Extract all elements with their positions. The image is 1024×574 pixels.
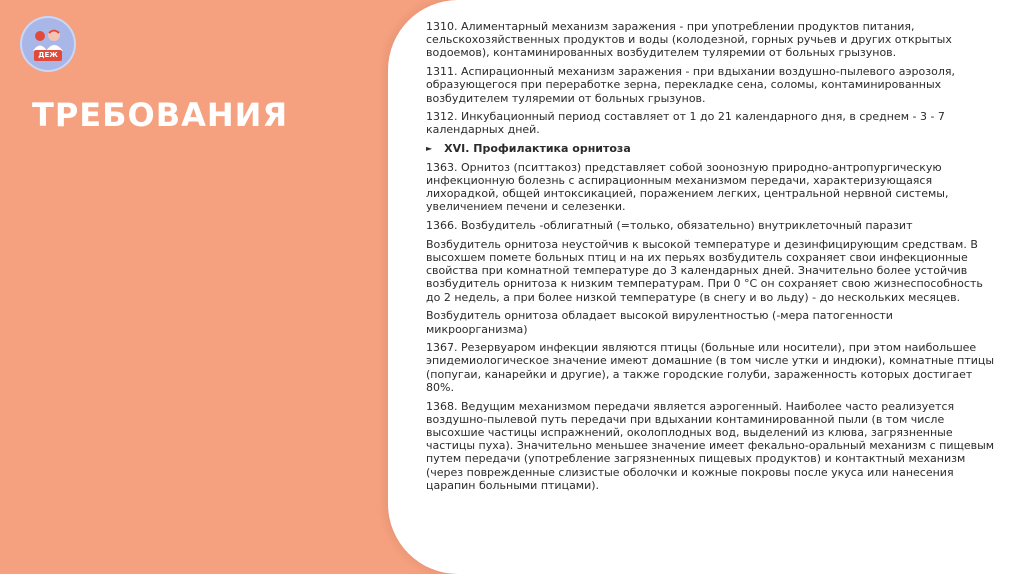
logo-emblem xyxy=(28,27,68,61)
logo xyxy=(20,16,76,72)
slide-title: ТРЕБОВАНИЯ xyxy=(32,96,289,134)
paragraph-virulence: Возбудитель орнитоза обладает высокой вирулентностью (-мера патогенности микроорганизма) xyxy=(426,309,893,336)
paragraph-1310: 1310. Алиментарный механизм заражения - при употреблении продуктов питания, сельскохозяйственных продуктов и воды (колодезной, горных ручьев и других открытых водоемов), контаминированных возбудителем туляремии от больных грызунов. xyxy=(426,20,952,60)
bullet-arrow-icon: ► xyxy=(426,144,433,154)
paragraph-1367: 1367. Резервуаром инфекции являются птицы (больные или носители), при этом наибольшее эпидемиологическое значение имеют домашние (в том числе утки и индюки), комнатные птицы (попугаи, канарейки и другие), а также городские голуби, зараженность которых достигает 80%. xyxy=(426,341,995,394)
paragraph-stability: Возбудитель орнитоза неустойчив к высокой температуре и дезинфицирующим средствам. В высохшем помете больных птиц и на их перьях возбудитель сохраняет свои инфекционные свойства при комнатной температуре до 3 календарных дней. Значительно более устойчив возбудитель орнитоза к низким температурам. При 0 °С он сохраняет свою жизнеспособность до 2 недель, а при более низкой температуре (в снегу и во льду) - до нескольких месяцев. xyxy=(426,237,983,304)
paragraph-1311: 1311. Аспирационный механизм заражения - при вдыхании воздушно-пылевого аэрозоля, образующегося при переработке зерна, перекладке сена, соломы, контаминированных возбудителем туляремии от больных грызунов. xyxy=(426,65,955,105)
paragraph-1363: 1363. Орнитоз (пситтакоз) представляет собой зоонозную природно-антропургическую инфекционную болезнь с аспирационным механизмом передачи, характеризующаяся лихорадкой, общей интоксикацией, поражением легких, центральной нервной системы, увеличением печени и селезенки. xyxy=(426,160,949,214)
paragraph-1312: 1312. Инкубационный период составляет от 1 до 21 календарного дня, в среднем - 3 - 7 календарных дней. xyxy=(426,110,945,137)
document-text xyxy=(426,20,996,498)
section-heading xyxy=(426,142,996,155)
paragraph-1368: 1368. Ведущим механизмом передачи является аэрогенный. Наиболее часто реализуется воздушно-пылевой путь передачи при вдыхании контаминированной пыли (в том числе высохшие частицы испражнений, околоплодных вод, выделений из клюва, загрязненные частицы пуха). Значительно меньшее значение имеет фекально-оральный механизм с пищевым путем передачи (употребление загрязненных пищевых продуктов) и контактный механизм (через поврежденные слизистые оболочки и кожные покровы после укуса или нанесения царапин больными птицами). xyxy=(426,399,995,492)
paragraph-1366: 1366. Возбудитель -облигатный (=только, обязательно) внутриклеточный паразит xyxy=(426,219,913,233)
section-heading-text: XVI. Профилактика орнитоза xyxy=(444,142,631,156)
logo-label: ДЕЖ xyxy=(34,50,62,61)
